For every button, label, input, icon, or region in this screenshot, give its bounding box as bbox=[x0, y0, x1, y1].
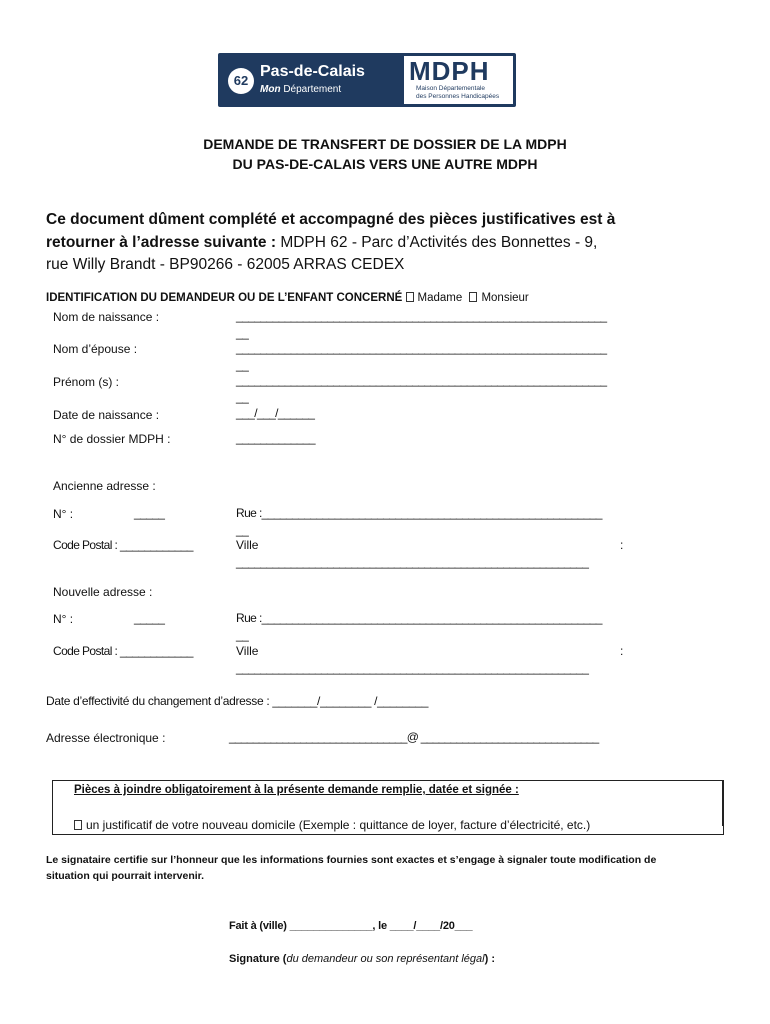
ancienne-adresse-heading: Ancienne adresse : bbox=[53, 479, 156, 493]
nom-epouse-field-tail: __ bbox=[236, 358, 249, 372]
email-label: Adresse électronique : bbox=[46, 731, 166, 745]
certification-line1: Le signataire certifie sur l’honneur que les informations fournies sont exactes et s’engage à signaler toute modification de bbox=[46, 854, 657, 866]
madame-label: Madame bbox=[417, 292, 463, 304]
prenom-field[interactable]: _____________________________________________________________ bbox=[236, 373, 607, 387]
document-title-line2: DU PAS-DE-CALAIS VERS UNE AUTRE MDPH bbox=[232, 156, 538, 172]
nom-naissance-field[interactable]: _____________________________________________________________ bbox=[236, 309, 607, 323]
date-effectivite-field[interactable]: Date d’effectivité du changement d’adresse : _______/________ /________ bbox=[46, 694, 429, 708]
ancienne-code-postal-field[interactable]: Code Postal : ____________ bbox=[53, 538, 193, 552]
prenom-field-tail: __ bbox=[236, 390, 249, 404]
nouvelle-ville-colon: : bbox=[620, 644, 624, 658]
department-name: Pas-de-Calais bbox=[260, 63, 365, 80]
ancienne-ville-label: Ville bbox=[236, 538, 259, 552]
nouvelle-adresse-heading: Nouvelle adresse : bbox=[53, 585, 153, 599]
mdph-acronym: MDPH bbox=[409, 56, 490, 86]
mdph-pas-de-calais-logo bbox=[218, 53, 516, 107]
nom-naissance-field-tail: __ bbox=[236, 326, 249, 340]
prenom-label: Prénom (s) : bbox=[53, 375, 120, 389]
department-tagline: Mon Département bbox=[260, 84, 342, 95]
pieces-heading: Pièces à joindre obligatoirement à la présente demande remplie, datée et signée : bbox=[74, 784, 519, 796]
email-field[interactable]: ______________________________@ ______________________________ bbox=[229, 730, 599, 744]
signature-label: Signature (du demandeur ou son représentant légal) : bbox=[229, 953, 495, 965]
date-naissance-field[interactable]: ___/___/______ bbox=[236, 406, 315, 420]
nouvelle-code-postal-field[interactable]: Code Postal : ____________ bbox=[53, 644, 193, 658]
nom-epouse-label: Nom d’épouse : bbox=[53, 342, 138, 356]
pieces-item: un justificatif de votre nouveau domicile (Exemple : quittance de loyer, facture d’électricité, etc.) bbox=[74, 818, 590, 832]
ancienne-ville-colon: : bbox=[620, 538, 624, 552]
nouvelle-rue-field-tail: __ bbox=[236, 628, 249, 642]
nouvelle-numero-field[interactable]: _____ bbox=[134, 611, 165, 625]
ancienne-rue-field-tail: __ bbox=[236, 523, 249, 537]
ancienne-numero-label: N° : bbox=[53, 507, 74, 521]
department-number-badge: 62 bbox=[228, 68, 254, 94]
monsieur-checkbox[interactable] bbox=[469, 292, 477, 302]
nouvelle-numero-label: N° : bbox=[53, 612, 74, 626]
ancienne-ville-field[interactable]: __________________________________________________________ bbox=[236, 555, 589, 569]
nouvelle-ville-field[interactable]: __________________________________________________________ bbox=[236, 661, 589, 675]
intro-line1: Ce document dûment complété et accompagné des pièces justificatives est à bbox=[46, 211, 616, 228]
dossier-mdph-field[interactable]: _____________ bbox=[236, 431, 315, 445]
nom-naissance-label: Nom de naissance : bbox=[53, 310, 160, 324]
intro-line2: retourner à l’adresse suivante : MDPH 62 - Parc d’Activités des Bonnettes - 9, bbox=[46, 234, 598, 251]
ancienne-rue-field[interactable]: Rue :________________________________________________________ bbox=[236, 506, 602, 520]
pieces-box-edge bbox=[722, 780, 724, 826]
ancienne-numero-field[interactable]: _____ bbox=[134, 506, 165, 520]
intro-line3: rue Willy Brandt - BP90266 - 62005 ARRAS CEDEX bbox=[46, 256, 405, 273]
monsieur-label: Monsieur bbox=[481, 292, 529, 304]
mdph-full-name: Maison Départementale des Personnes Handicapées bbox=[416, 85, 500, 100]
nom-epouse-field[interactable]: _____________________________________________________________ bbox=[236, 341, 607, 355]
identification-heading: IDENTIFICATION DU DEMANDEUR OU DE L’ENFANT CONCERNÉ Madame Monsieur bbox=[46, 292, 529, 304]
document-title-line1: DEMANDE DE TRANSFERT DE DOSSIER DE LA MDPH bbox=[203, 136, 567, 152]
date-naissance-label: Date de naissance : bbox=[53, 408, 160, 422]
nouvelle-rue-field[interactable]: Rue :________________________________________________________ bbox=[236, 611, 602, 625]
fait-a-field[interactable]: Fait à (ville) ______________, le ____/____/20___ bbox=[229, 920, 473, 932]
madame-checkbox[interactable] bbox=[406, 292, 414, 302]
certification-line2: situation qui pourrait intervenir. bbox=[46, 870, 205, 882]
justificatif-checkbox[interactable] bbox=[74, 820, 82, 830]
nouvelle-ville-label: Ville bbox=[236, 644, 259, 658]
dossier-mdph-label: N° de dossier MDPH : bbox=[53, 432, 171, 446]
